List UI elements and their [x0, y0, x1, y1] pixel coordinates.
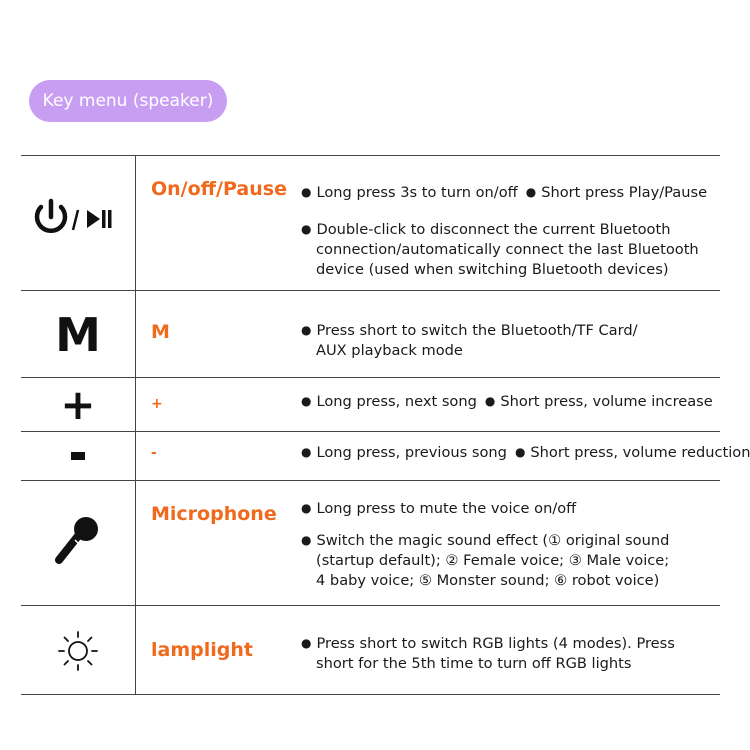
row-divider	[21, 694, 720, 695]
bullet-item: ● Long press, next song ● Short press, volume increase	[301, 393, 713, 410]
sun-icon	[21, 627, 135, 675]
bullet-item: ● Long press 3s to turn on/off ● Short press Play/Pause	[301, 184, 708, 201]
bullet-item: ● Double-click to disconnect the current Bluetooth connection/automatically connect the last Bluetooth device (used when switching Bluetooth devices)	[301, 221, 699, 278]
row-divider	[21, 155, 720, 156]
function-name: Microphone	[151, 503, 277, 525]
bullet-item: ● Long press, previous song ● Short press, volume reduction	[301, 444, 750, 461]
plus-icon: +	[60, 380, 96, 429]
column-divider	[135, 155, 136, 695]
power-play-pause-icon	[21, 190, 135, 245]
row-divider	[21, 377, 720, 378]
bullet-item: ● Switch the magic sound effect (① original sound (startup default); ② Female voice; ③ Male voice; 4 baby voice; ⑤ Monster sound; ⑥ robot voice)	[301, 532, 670, 589]
section-badge: Key menu (speaker)	[29, 80, 227, 122]
minus-icon	[21, 435, 135, 477]
bullet-item: ● Long press to mute the voice on/off	[301, 500, 577, 517]
function-name: lamplight	[151, 639, 253, 661]
bullet-item: ● Press short to switch RGB lights (4 modes). Press short for the 5th time to turn off RGB lights	[301, 635, 675, 672]
row-divider	[21, 605, 720, 606]
m-key-icon: M	[55, 308, 101, 362]
key-menu-table	[21, 155, 750, 695]
function-name: M	[151, 321, 170, 343]
microphone-icon	[21, 510, 135, 570]
bullet-item: ● Press short to switch the Bluetooth/TF Card/ AUX playback mode	[301, 322, 638, 359]
row-divider	[21, 290, 720, 291]
row-divider	[21, 480, 720, 481]
row-divider	[21, 431, 720, 432]
function-name: +	[151, 396, 163, 412]
function-name: -	[151, 445, 157, 461]
function-name: On/off/Pause	[151, 178, 287, 200]
